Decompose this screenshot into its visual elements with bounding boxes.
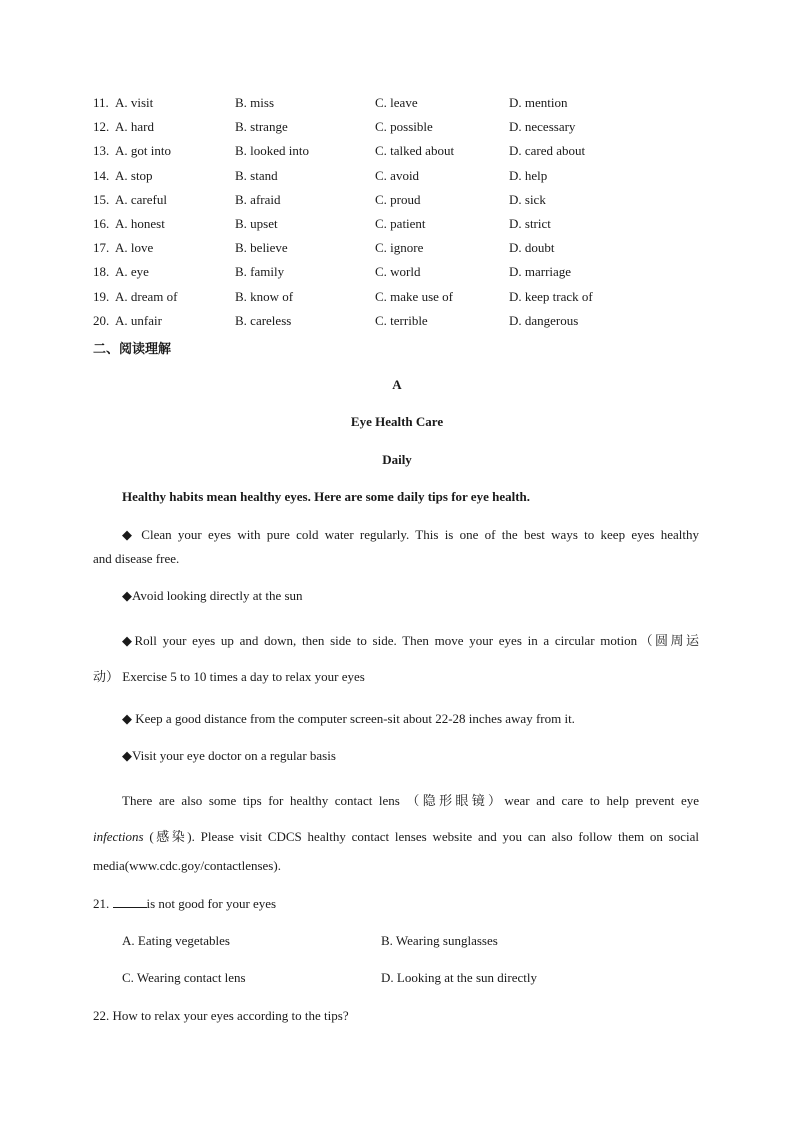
question-21-text: is not good for your eyes [146,896,277,911]
question-number: 13. [93,143,110,159]
option-a: A. stop [115,167,153,183]
option-b: B. know of [235,288,294,304]
option-c: C. leave [375,95,418,110]
passage-title: Eye Health Care [350,414,444,429]
question-21-number: 21. [93,896,110,911]
option-c: C. make use of [375,288,453,304]
section-heading: 二、阅读理解 [93,342,172,357]
option-c: C. proud [375,191,421,207]
question-number: 11. [93,95,109,110]
option-a: A. got into [115,143,171,159]
question-number: 16. [93,216,110,231]
option-a: A. hard [115,119,154,135]
passage-intro: Healthy habits mean healthy eyes. Here are some daily tips for eye health. [122,489,531,504]
option-b: B. afraid [235,191,281,207]
option-a: A. eye [115,264,149,280]
answer-blank [113,895,147,908]
question-number: 18. [93,264,110,280]
tip-distance: ◆ Keep a good distance from the computer screen-sit about 22-28 inches away from it. [122,711,575,726]
option-a: A. visit [115,95,154,110]
question-number: 19. [93,288,110,304]
option-b: B. upset [235,216,278,231]
option-b: B. stand [235,167,278,183]
q21-option-d: D. Looking at the sun directly [381,970,537,985]
option-d: D. dangerous [509,312,579,328]
option-c: C. ignore [375,240,424,256]
passage-subtitle: Daily [382,452,412,467]
option-b: B. believe [235,240,288,256]
option-d: D. help [509,167,548,183]
option-b: B. careless [235,312,292,328]
option-d: D. necessary [509,119,576,135]
option-d: D. mention [509,95,568,110]
option-c: C. talked about [375,143,455,159]
q21-option-a: A. Eating vegetables [122,933,230,948]
q21-option-c: C. Wearing contact lens [122,970,246,985]
option-b: B. family [235,264,285,280]
option-d: D. strict [509,216,551,231]
option-d: D. doubt [509,240,555,256]
option-a: A. unfair [115,312,162,328]
passage-label: A [392,377,402,392]
option-b: B. strange [235,119,288,135]
question-number: 20. [93,312,110,328]
question-number: 17. [93,240,110,256]
tip-roll-line2: 动） Exercise 5 to 10 times a day to relax your eyes [93,669,365,684]
option-d: D. cared about [509,143,586,159]
option-a: A. love [115,240,154,256]
option-c: C. patient [375,216,426,231]
tip-clean-line1: ◆ Clean your eyes with pure cold water regularly. This is one of the best ways to keep eyes healthy [122,527,699,542]
tip-roll-line1: ◆Roll your eyes up and down, then side to side. Then move your eyes in a circular motion（圆周运 [122,633,699,648]
question-22: 22. How to relax your eyes according to the tips? [93,1008,349,1023]
question-number: 14. [93,167,110,183]
closing-line2 [93,826,699,845]
option-b: B. miss [235,95,275,110]
option-d: D. marriage [509,264,572,280]
closing-line1: There are also some tips for healthy contact lens （隐形眼镜）wear and care to help prevent eye [122,793,699,808]
option-a: A. dream of [115,288,178,304]
tip-avoid-sun: ◆Avoid looking directly at the sun [122,588,303,603]
question-number: 12. [93,119,110,135]
closing-infections: infections [93,829,144,844]
tip-clean-line2: and disease free. [93,551,180,566]
option-d: D. keep track of [509,288,593,304]
option-a: A. careful [115,191,167,207]
option-d: D. sick [509,191,546,207]
option-c: C. terrible [375,312,428,328]
q21-option-b: B. Wearing sunglasses [381,933,498,948]
option-b: B. looked into [235,143,310,159]
option-c: C. world [375,264,421,280]
option-a: A. honest [115,216,165,231]
closing-line3: media(www.cdc.goy/contactlenses). [93,858,281,873]
question-21-stem [93,895,276,912]
closing-line2-rest: (感染). Please visit CDCS healthy contact lenses website and you can also follow them on social [143,829,699,844]
option-c: C. avoid [375,167,420,183]
tip-doctor: ◆Visit your eye doctor on a regular basis [122,748,336,763]
question-number: 15. [93,191,110,207]
option-c: C. possible [375,119,433,135]
